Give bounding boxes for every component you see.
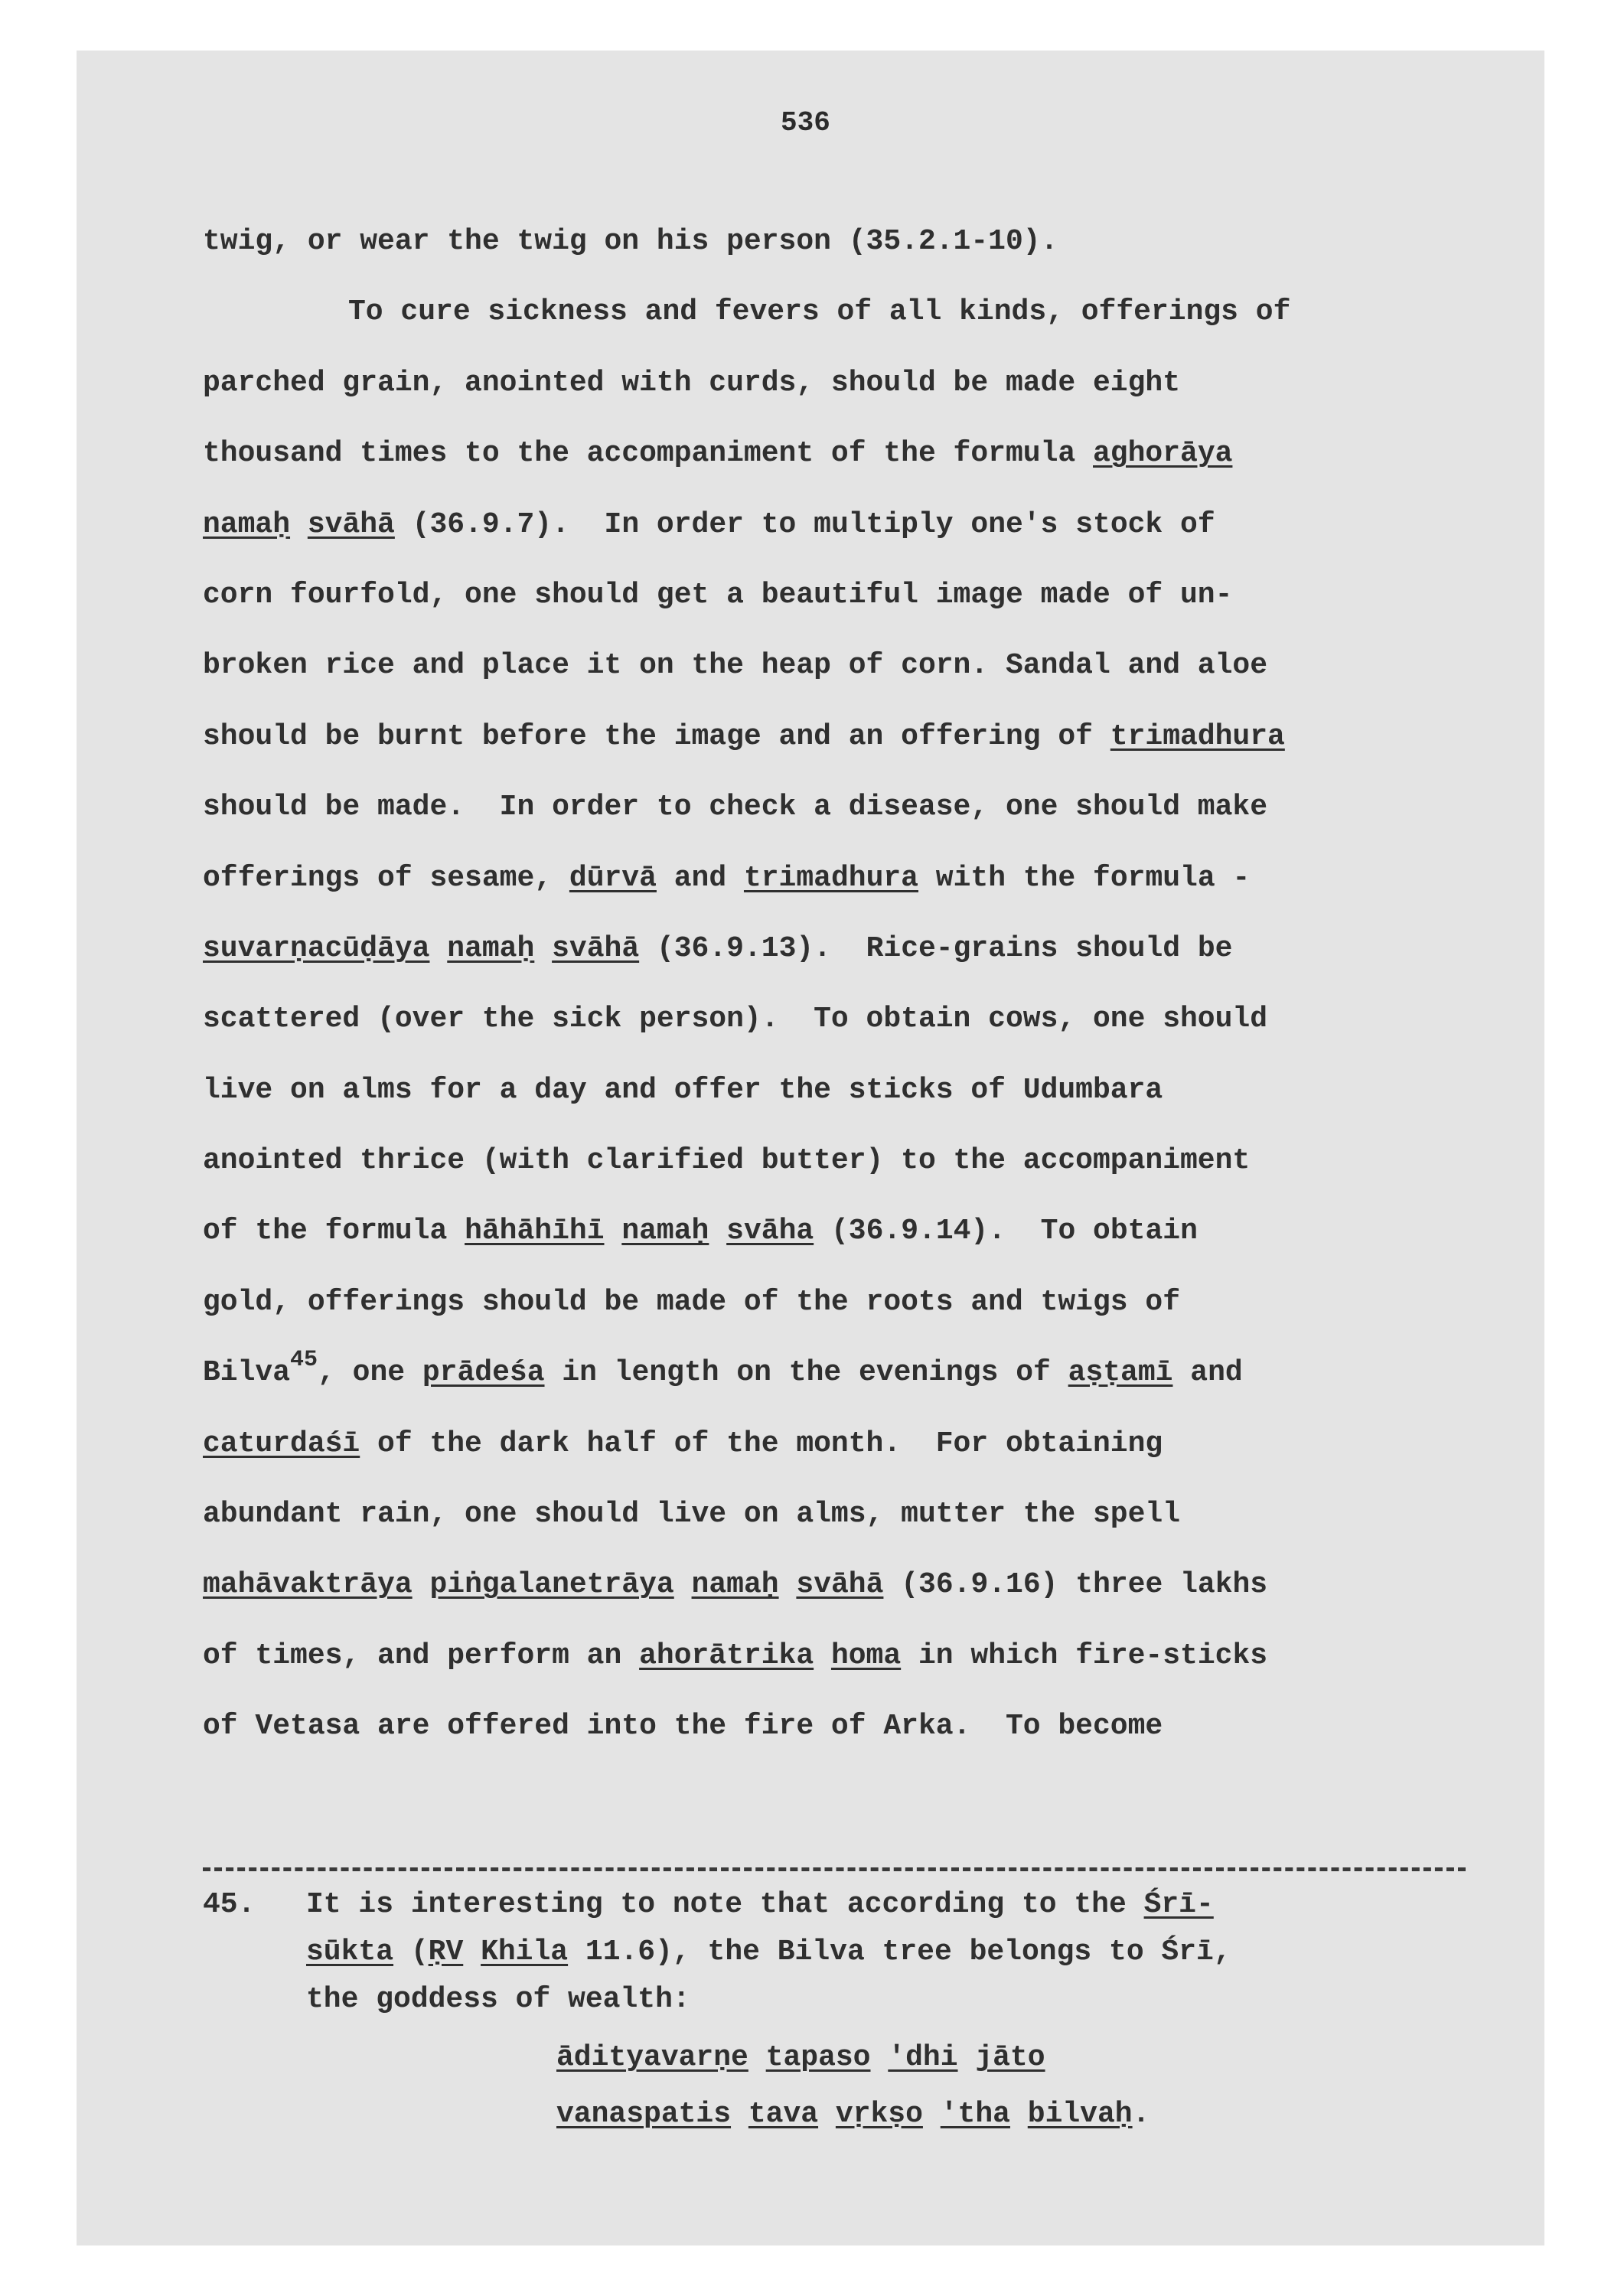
- sanskrit-term: Śrī-: [1143, 1888, 1214, 1921]
- sanskrit-term: namaḥ: [203, 507, 291, 541]
- text-run: [709, 1215, 726, 1247]
- text-run: [674, 1568, 692, 1601]
- text-run: of the formula: [203, 1215, 465, 1248]
- footnote-line: [203, 1976, 1473, 2024]
- text-line: [203, 631, 1473, 701]
- footnote: [203, 1881, 1473, 2143]
- text-run: parched grain, anointed with curds, should be made eight: [203, 366, 1181, 400]
- sanskrit-term: 'tha: [940, 2098, 1010, 2131]
- sanskrit-term: namaḥ: [691, 1568, 779, 1602]
- text-run: twig, or wear the twig on his person (35.2.1-10).: [203, 225, 1058, 258]
- footnote-marker: 45: [290, 1346, 318, 1373]
- text-line: [203, 843, 1473, 914]
- text-run: corn fourfold, one should get a beautiful image made of un-: [203, 578, 1233, 612]
- text-run: with the formula -: [918, 861, 1251, 895]
- text-line: [203, 702, 1473, 772]
- text-run: 11.6), the Bilva tree belongs to Śrī,: [568, 1936, 1231, 1968]
- sanskrit-term: ahorātrika: [639, 1639, 814, 1672]
- sanskrit-term: mahāvaktrāya: [203, 1568, 413, 1602]
- text-line: [203, 490, 1473, 560]
- text-line: [203, 560, 1473, 631]
- text-run: live on alms for a day and offer the sticks of Udumbara: [203, 1073, 1163, 1107]
- sanskrit-term: svāhā: [552, 931, 640, 965]
- verse-line: [203, 2030, 1473, 2086]
- sanskrit-term: ṚV: [428, 1936, 464, 1968]
- text-run: (36.9.16) three lakhs: [883, 1568, 1268, 1602]
- text-run: (36.9.13). Rice-grains should be: [639, 931, 1233, 965]
- sanskrit-term: trimadhura: [743, 861, 918, 895]
- text-run: It is interesting to note that according to the: [306, 1888, 1144, 1921]
- text-run: , one: [318, 1356, 422, 1390]
- verse-line: [203, 2086, 1473, 2143]
- text-run: and: [656, 861, 744, 895]
- text-run: [290, 508, 308, 541]
- text-line: [203, 1126, 1473, 1196]
- text-line: [203, 772, 1473, 843]
- text-run: [779, 1568, 797, 1601]
- text-run: [748, 2041, 766, 2074]
- text-line: [203, 348, 1473, 419]
- sanskrit-term: aghorāya: [1093, 437, 1233, 471]
- text-run: scattered (over the sick person). To obtain cows, one should: [203, 1003, 1268, 1036]
- text-line: [203, 1550, 1473, 1620]
- sanskrit-term: homa: [830, 1639, 902, 1672]
- sanskrit-term: bilvaḥ: [1027, 2098, 1133, 2131]
- text-run: anointed thrice (with clarified butter) to the accompaniment: [203, 1144, 1251, 1178]
- text-run: of times, and perform an: [203, 1639, 640, 1672]
- text-line: [203, 984, 1473, 1055]
- sanskrit-term: svāhā: [796, 1568, 884, 1602]
- text-run: should be burnt before the image and an offering of: [203, 719, 1110, 753]
- sanskrit-term: namaḥ: [621, 1215, 709, 1248]
- page-number: 536: [781, 107, 830, 139]
- text-run: offerings of sesame,: [203, 861, 569, 895]
- text-run: in which fire-sticks: [901, 1639, 1268, 1672]
- sanskrit-term: aṣṭamī: [1068, 1356, 1173, 1390]
- sanskrit-term: svāhā: [307, 507, 395, 541]
- text-run: To cure sickness and fevers of all kinds, offerings of: [348, 295, 1291, 329]
- footnote-line: [203, 1929, 1473, 1976]
- sanskrit-term: tapaso: [765, 2041, 871, 2074]
- footnote-separator: [203, 1867, 1466, 1871]
- sanskrit-term: suvarṇacūḍāya: [203, 931, 430, 965]
- text-run: Bilva: [203, 1356, 291, 1390]
- text-run: [413, 1568, 430, 1601]
- text-line: [203, 1479, 1473, 1550]
- text-line: [203, 1196, 1473, 1267]
- sanskrit-term: Khila: [481, 1936, 569, 1968]
- text-line: [203, 277, 1473, 347]
- text-run: [818, 2098, 836, 2131]
- text-run: broken rice and place it on the heap of corn. Sandal and aloe: [203, 649, 1268, 683]
- footnote-number: 45.: [203, 1888, 256, 1921]
- text-line: [203, 419, 1473, 489]
- text-run: thousand times to the accompaniment of the formula: [203, 437, 1093, 471]
- sanskrit-term: jāto: [975, 2041, 1045, 2074]
- sanskrit-term: vanaspatis: [556, 2098, 732, 2131]
- sanskrit-term: prādeśa: [422, 1356, 545, 1390]
- sanskrit-term: ādityavarṇe: [556, 2041, 748, 2074]
- sanskrit-term: 'dhi: [888, 2041, 958, 2074]
- text-run: [429, 932, 447, 965]
- footnote-line: [203, 1881, 1473, 1929]
- text-run: of the dark half of the month. For obtaining: [360, 1427, 1163, 1460]
- sanskrit-term: trimadhura: [1110, 719, 1285, 753]
- sanskrit-term: sūkta: [306, 1936, 394, 1968]
- sanskrit-term: tava: [748, 2098, 819, 2131]
- text-run: and: [1172, 1356, 1243, 1390]
- text-run: [463, 1936, 481, 1968]
- text-run: of Vetasa are offered into the fire of Arka. To become: [203, 1710, 1163, 1743]
- text-run: [1010, 2098, 1028, 2131]
- text-line: [203, 207, 1473, 277]
- text-run: the goddess of wealth:: [306, 1983, 690, 2016]
- sanskrit-term: namaḥ: [447, 931, 535, 965]
- sanskrit-term: dūrvā: [569, 861, 657, 895]
- text-run: in length on the evenings of: [544, 1356, 1068, 1390]
- text-run: [605, 1215, 622, 1247]
- text-line: [203, 1338, 1473, 1408]
- text-run: [534, 932, 552, 965]
- sanskrit-term: piṅgalanetrāya: [429, 1568, 674, 1602]
- text-line: [203, 1409, 1473, 1479]
- sanskrit-term: vṛkṣo: [835, 2098, 923, 2131]
- text-run: [731, 2098, 748, 2131]
- text-line: [203, 1691, 1473, 1762]
- text-run: (36.9.7). In order to multiply one's stock of: [394, 507, 1215, 541]
- text-run: [870, 2041, 888, 2074]
- text-run: [814, 1639, 831, 1672]
- sanskrit-term: caturdaśī: [203, 1427, 360, 1460]
- text-line: [203, 914, 1473, 984]
- text-run: should be made. In order to check a disease, one should make: [203, 791, 1268, 824]
- text-line: [203, 1267, 1473, 1338]
- sanskrit-term: hāhāhīhī: [465, 1215, 605, 1248]
- text-line: [203, 1621, 1473, 1691]
- text-line: [203, 1055, 1473, 1126]
- text-run: [958, 2041, 976, 2074]
- text-run: .: [1132, 2098, 1150, 2131]
- text-run: gold, offerings should be made of the roots and twigs of: [203, 1285, 1181, 1319]
- text-run: (36.9.14). To obtain: [814, 1215, 1198, 1248]
- text-run: [923, 2098, 941, 2131]
- body-text: [203, 207, 1473, 1763]
- text-run: abundant rain, one should live on alms, mutter the spell: [203, 1498, 1181, 1531]
- text-run: (: [393, 1936, 429, 1968]
- sanskrit-term: svāha: [726, 1215, 814, 1248]
